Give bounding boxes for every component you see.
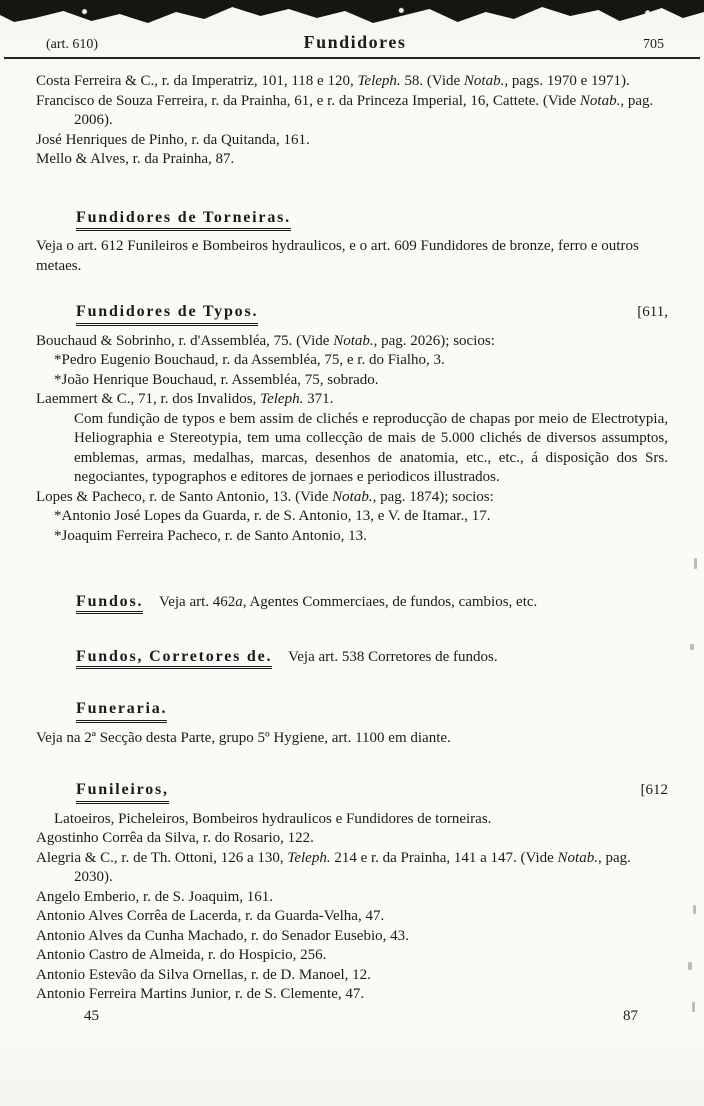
section-note-funeraria: Veja na 2ª Secção desta Parte, grupo 5º Hygiene, art. 1100 em diante.	[36, 729, 451, 746]
section-heading-row-funileiros	[76, 780, 668, 804]
article-number-bracket-611: [611,	[637, 304, 668, 320]
directory-entry-agostinho-correa: Agostinho Corrêa da Silva, r. do Rosario, 122.	[36, 830, 314, 846]
scan-speck	[690, 644, 694, 650]
page-footer	[0, 1008, 704, 1025]
section-subtitle-funileiros: Latoeiros, Picheleiros, Bombeiros hydraulicos e Fundidores de torneiras.	[54, 810, 492, 827]
directory-entry-laemmert: Laemmert & C., 71, r. dos Invalidos, Teleph. 371.	[36, 391, 334, 407]
directory-entry-lopes-pacheco: Lopes & Pacheco, r. de Santo Antonio, 13. (Vide Notab., pag. 1874); socios:	[36, 488, 494, 505]
directory-entry-costa-ferreira: Costa Ferreira & C., r. da Imperatriz, 101, 118 e 120, Teleph. 58. (Vide Notab., pags. 1970 e 1971).	[36, 73, 630, 89]
directory-content	[0, 59, 704, 1005]
directory-entry-alegria: Alegria & C., r. de Th. Ottoni, 126 a 130, Teleph. 214 e r. da Prainha, 141 a 147. (Vide Notab., pag. 2030).	[36, 849, 631, 885]
section-heading-fundidores-de-torneiras: Fundidores de Torneiras.	[76, 208, 291, 232]
directory-entry-antonio-castro-almeida: Antonio Castro de Almeida, r. do Hospicio, 256.	[36, 947, 327, 963]
section-heading-fundos-corretores: Fundos, Corretores de.	[76, 648, 272, 669]
directory-entry-antonio-martins-junior: Antonio Ferreira Martins Junior, r. de S. Clemente, 47.	[36, 986, 365, 1002]
article-reference: (art. 610)	[46, 37, 99, 52]
directory-subentry-pedro-bouchaud: *Pedro Eugenio Bouchaud, r. da Assembléa, 75, e r. do Fialho, 3.	[54, 352, 445, 368]
section-fundos-corretores	[76, 647, 668, 668]
scan-speck	[688, 962, 692, 970]
section-heading-row-typos	[76, 302, 668, 326]
catchword-number: 87	[623, 1008, 638, 1024]
section-heading-fundos: Fundos.	[76, 593, 143, 614]
section-note-fundos: Veja art. 462a, Agentes Commerciaes, de fundos, cambios, etc.	[159, 594, 538, 610]
signature-mark: 45	[84, 1008, 99, 1024]
section-note-fundos-corretores: Veja art. 538 Corretores de fundos.	[288, 648, 498, 665]
directory-subentry-antonio-jose-lopes: *Antonio José Lopes da Guarda, r. de S. Antonio, 13, e V. de Itamar., 17.	[54, 508, 491, 524]
section-heading-funileiros: Funileiros,	[76, 780, 169, 804]
scan-speck	[694, 558, 697, 569]
scan-speck	[693, 905, 696, 914]
directory-entry-jose-henriques: José Henriques de Pinho, r. da Quitanda, 161.	[36, 131, 310, 148]
section-note-torneiras: Veja o art. 612 Funileiros e Bombeiros hydraulicos, e o art. 609 Fundidores de bronze, ferro e outros metaes.	[36, 238, 639, 274]
directory-entry-antonio-lacerda: Antonio Alves Corrêa de Lacerda, r. da Guarda-Velha, 47.	[36, 908, 385, 924]
directory-entry-francisco-souza: Francisco de Souza Ferreira, r. da Prainha, 61, e r. da Princeza Imperial, 16, Cattete. (Vide Notab., pag. 2006).	[36, 92, 654, 128]
article-number-bracket-612: [612	[640, 782, 668, 798]
page-title: Fundidores	[303, 32, 407, 52]
page-header	[46, 32, 664, 53]
directory-entry-antonio-cunha-machado: Antonio Alves da Cunha Machado, r. do Senador Eusebio, 43.	[36, 927, 409, 944]
laemmert-description-paragraph: Com fundição de typos e bem assim de clichés e reproducção de chapas por meio de Electrotypia, Heliographia e Stereotypia, tem uma collecção de mais de 5.000 clichés de diversos assumptos, emblemas, armas, medalhas, marcas, desenhos de anatomia, etc., etc., á disposição dos Srs. negociantes, typographos e editores de jornaes e periodicos illustrados.	[74, 410, 668, 485]
section-heading-funeraria: Funeraria.	[76, 699, 167, 723]
section-fundos	[76, 592, 668, 613]
directory-entry-angelo-emberio: Angelo Emberio, r. de S. Joaquim, 161.	[36, 888, 274, 905]
section-heading-row-funeraria	[76, 699, 668, 723]
directory-entry-antonio-estevao-ornellas: Antonio Estevão da Silva Ornellas, r. de D. Manoel, 12.	[36, 966, 371, 983]
scan-flecks-artifact	[0, 2, 704, 26]
section-heading-row-torneiras	[76, 208, 668, 232]
section-heading-fundidores-de-typos: Fundidores de Typos.	[76, 302, 258, 326]
directory-subentry-joao-bouchaud: *João Henrique Bouchaud, r. Assembléa, 75, sobrado.	[54, 371, 379, 388]
directory-entry-bouchaud-sobrinho: Bouchaud & Sobrinho, r. d'Assembléa, 75. (Vide Notab., pag. 2026); socios:	[36, 332, 495, 349]
directory-subentry-joaquim-pacheco: *Joaquim Ferreira Pacheco, r. de Santo Antonio, 13.	[54, 527, 367, 544]
page-number: 705	[643, 37, 664, 52]
scan-top-edge-artifact	[0, 0, 704, 28]
directory-entry-mello-alves: Mello & Alves, r. da Prainha, 87.	[36, 151, 235, 167]
